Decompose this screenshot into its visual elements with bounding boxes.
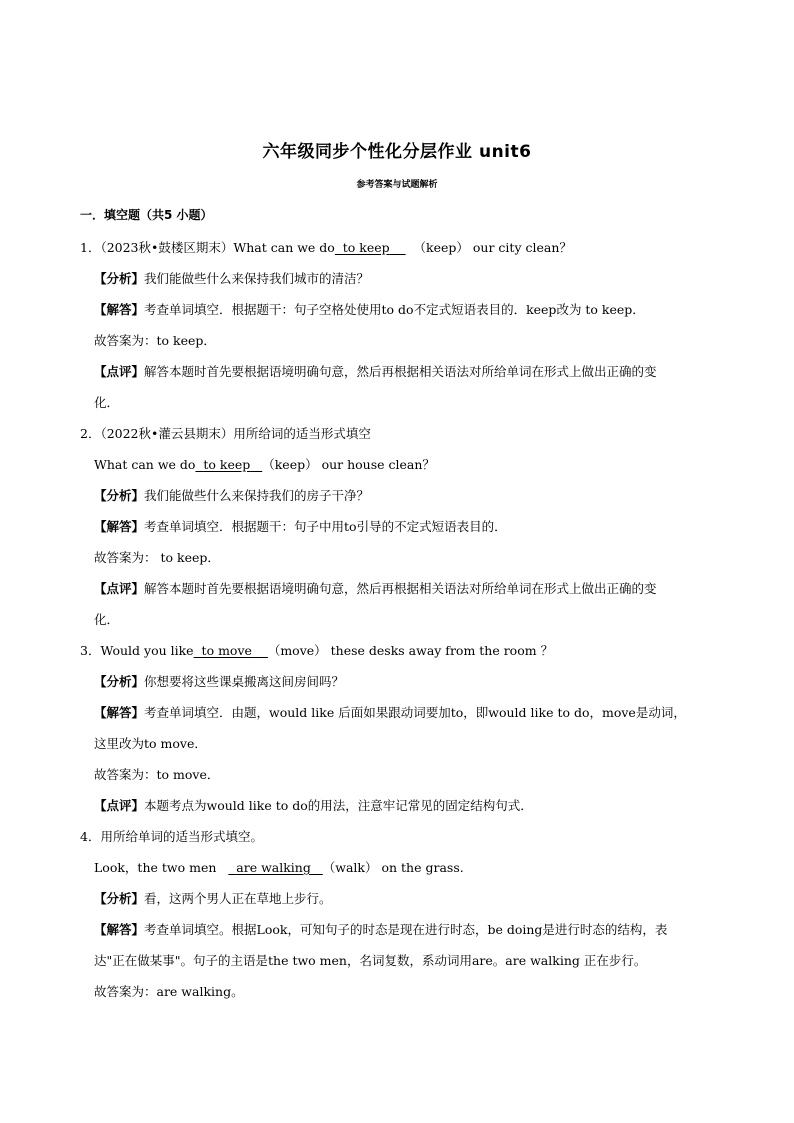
answer-blank: to move — [201, 643, 252, 658]
question-4-stem — [80, 821, 720, 852]
answer-blank: to keep — [342, 240, 390, 255]
solution-line — [80, 511, 720, 542]
question-source: （2023秋•鼓楼区期末） — [100, 240, 234, 255]
question-text: Look，the two men — [94, 860, 217, 875]
comment-tag: 【点评】 — [94, 581, 145, 596]
question-number: 3． — [80, 643, 101, 658]
comment-text: 本题考点为would like to do的用法，注意牢记常见的固定结构句式． — [144, 798, 533, 813]
analysis-line — [80, 263, 720, 294]
answer-blank: are walking — [236, 860, 311, 875]
questions-list — [80, 232, 720, 1007]
question-number: 4． — [80, 829, 101, 844]
question-hint: （walk） on the grass. — [322, 860, 464, 875]
question-number: 2． — [80, 426, 101, 441]
question-text: What can we do — [94, 457, 196, 472]
solution-continuation: 达"正在做某事"。句子的主语是the two men，名词复数，系动词用are。are walking 正在步行。 — [94, 953, 647, 968]
final-answer: 故答案为：are walking。 — [94, 984, 244, 999]
solution-tag: 【解答】 — [94, 922, 145, 937]
analysis-text: 你想要将这些课桌搬离这间房间吗？ — [144, 674, 345, 689]
final-answer: 故答案为： to keep． — [94, 550, 220, 565]
comment-continuation: 化． — [94, 612, 120, 627]
solution-tag: 【解答】 — [94, 705, 145, 720]
question-hint: （keep） our city clean？ — [413, 240, 572, 255]
question-number: 1． — [80, 240, 101, 255]
solution-continuation: 这里改为to move． — [94, 736, 207, 751]
analysis-tag: 【分析】 — [94, 271, 145, 286]
solution-line — [80, 697, 720, 728]
question-hint: （keep） our house clean？ — [262, 457, 435, 472]
question-text: What can we do — [233, 240, 335, 255]
solution-line — [80, 294, 720, 325]
solution-text: 考查单词填空．根据题干：句子中用to引导的不定式短语表目的． — [144, 519, 507, 534]
question-text: Would you like — [100, 643, 194, 658]
comment-line — [80, 573, 720, 604]
analysis-text: 我们能做些什么来保持我们城市的清洁？ — [144, 271, 370, 286]
comment-text: 解答本题时首先要根据语境明确句意，然后再根据相关语法对所给单词在形式上做出正确的变 — [144, 364, 657, 379]
comment-tag: 【点评】 — [94, 798, 145, 813]
question-3-stem — [80, 635, 720, 666]
comment-text: 解答本题时首先要根据语境明确句意，然后再根据相关语法对所给单词在形式上做出正确的变 — [144, 581, 657, 596]
solution-line — [80, 914, 720, 945]
document-subtitle: 参考答案与试题解析 — [356, 180, 438, 190]
solution-text: 考查单词填空。根据Look，可知句子的时态是现在进行时态，be doing是进行时态的结构，表 — [144, 922, 668, 937]
analysis-tag: 【分析】 — [94, 674, 145, 689]
question-2-sentence — [80, 449, 720, 480]
question-4-sentence — [80, 852, 720, 883]
analysis-line — [80, 666, 720, 697]
question-instruction: 用所给词的适当形式填空 — [233, 426, 371, 441]
analysis-text: 我们能做些什么来保持我们的房子干净？ — [144, 488, 370, 503]
analysis-tag: 【分析】 — [94, 488, 145, 503]
analysis-text: 看，这两个男人正在草地上步行。 — [144, 891, 332, 906]
analysis-line — [80, 480, 720, 511]
question-2-stem — [80, 418, 720, 449]
solution-tag: 【解答】 — [94, 519, 145, 534]
solution-tag: 【解答】 — [94, 302, 145, 317]
question-instruction: 用所给单词的适当形式填空。 — [100, 829, 263, 844]
question-hint: （move） these desks away from the room ？ — [267, 643, 554, 658]
analysis-tag: 【分析】 — [94, 891, 145, 906]
analysis-line — [80, 883, 720, 914]
final-answer: 故答案为：to keep． — [94, 333, 216, 348]
solution-text: 考查单词填空．由题，would like 后面如果跟动词要加to，即would like to do，move是动词， — [144, 705, 686, 720]
comment-line — [80, 790, 720, 821]
document-title: 六年级同步个性化分层作业 unit6 — [262, 142, 532, 162]
comment-continuation: 化． — [94, 395, 120, 410]
question-1-stem — [80, 232, 720, 263]
comment-line — [80, 356, 720, 387]
question-source: （2022秋•灌云县期末） — [100, 426, 234, 441]
section-heading: 一．填空题（共5 小题） — [80, 208, 213, 222]
solution-text: 考查单词填空．根据题干：句子空格处使用to do不定式短语表目的．keep改为 to keep． — [144, 302, 645, 317]
final-answer: 故答案为：to move． — [94, 767, 220, 782]
answer-blank: to keep — [203, 457, 251, 472]
comment-tag: 【点评】 — [94, 364, 145, 379]
